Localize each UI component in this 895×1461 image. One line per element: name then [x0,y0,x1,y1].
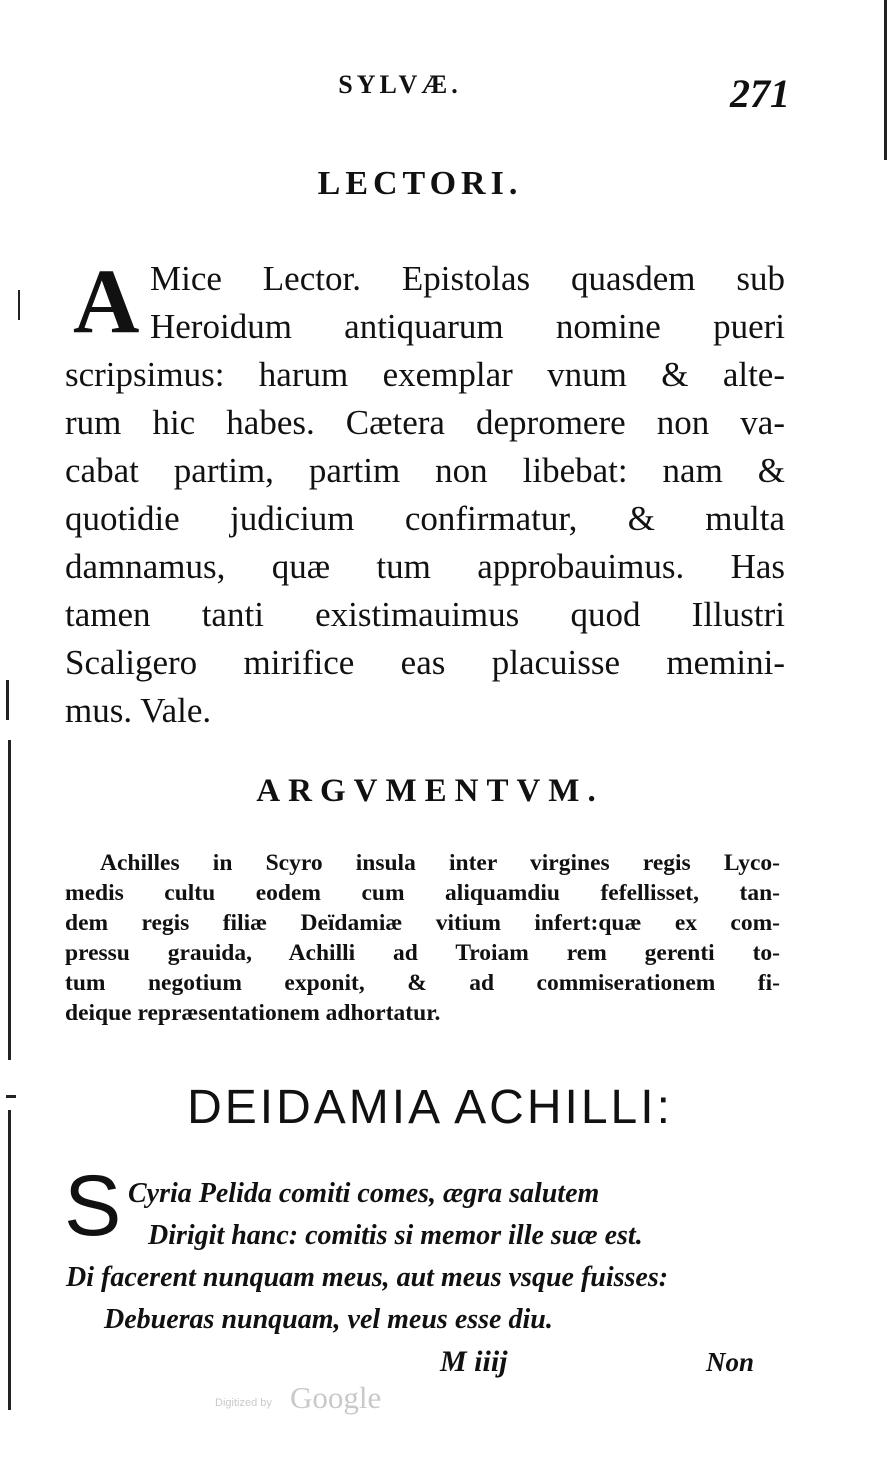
signature-mark: M iiij [440,1345,508,1378]
lectori-line: Scaligero mirifice eas placuisse memini- [65,643,785,682]
lectori-line: Mice Lector. Epistolas quasdem sub [150,259,785,298]
lectori-line: quotidie judicium confirmatur, & multa [65,499,785,538]
lectori-line: scripsimus: harum exemplar vnum & alte- [65,355,785,394]
argumentum-line: tum negotium exponit, & ad commiserationem fi- [65,970,780,996]
scan-mark [6,680,9,720]
lectori-line: damnamus, quæ tum approbauimus. Has [65,547,785,586]
argumentum-line: Achilles in Scyro insula inter virgines regis Lyco- [100,850,780,876]
section-heading-lectori: LECTORI. [317,165,523,202]
scan-mark [18,290,20,320]
argumentum-line: medis cultu eodem cum aliquamdiu fefellisset, tan- [65,880,780,906]
watermark-prefix: Digitized by [215,1397,272,1409]
verse-line: Di facerent nunquam meus, aut meus vsque fuisses: [66,1262,669,1293]
scan-mark [6,1095,16,1098]
watermark-brand: Google [290,1380,382,1415]
lectori-line: Heroidum antiquarum nomine pueri [150,307,785,346]
digitization-watermark [215,1380,415,1420]
page-number: 271 [730,71,790,116]
lectori-line: cabat partim, partim non libebat: nam & [65,451,785,490]
scan-mark [8,740,11,1060]
lectori-line: mus. Vale. [65,691,212,730]
verse-line: Cyria Pelida comiti comes, ægra salutem [128,1178,600,1209]
lectori-line: rum hic habes. Cætera depromere non va- [65,403,785,442]
scan-mark [8,1110,11,1410]
poem-title: DEIDAMIA ACHILLI: [187,1081,673,1134]
lectori-line: tamen tanti existimauimus quod Illustri [65,595,785,634]
argumentum-line: pressu grauida, Achilli ad Troiam rem gerenti to- [65,940,780,966]
running-title: SYLVÆ. [338,70,462,99]
drop-cap-s: S [64,1158,122,1254]
verse-line: Debueras nunquam, vel meus esse diu. [104,1304,553,1335]
argumentum-line: dem regis filiæ Deïdamiæ vitium infert:quæ ex com- [65,910,780,936]
section-heading-argumentum: ARGVMENTVM. [256,773,604,809]
verse-line: Dirigit hanc: comitis si memor ille suæ est. [148,1220,643,1251]
drop-cap-a: A [73,250,140,352]
catchword: Non [706,1347,755,1377]
argumentum-line: deique repræsentationem adhortatur. [65,1000,441,1026]
scan-mark [884,0,887,160]
